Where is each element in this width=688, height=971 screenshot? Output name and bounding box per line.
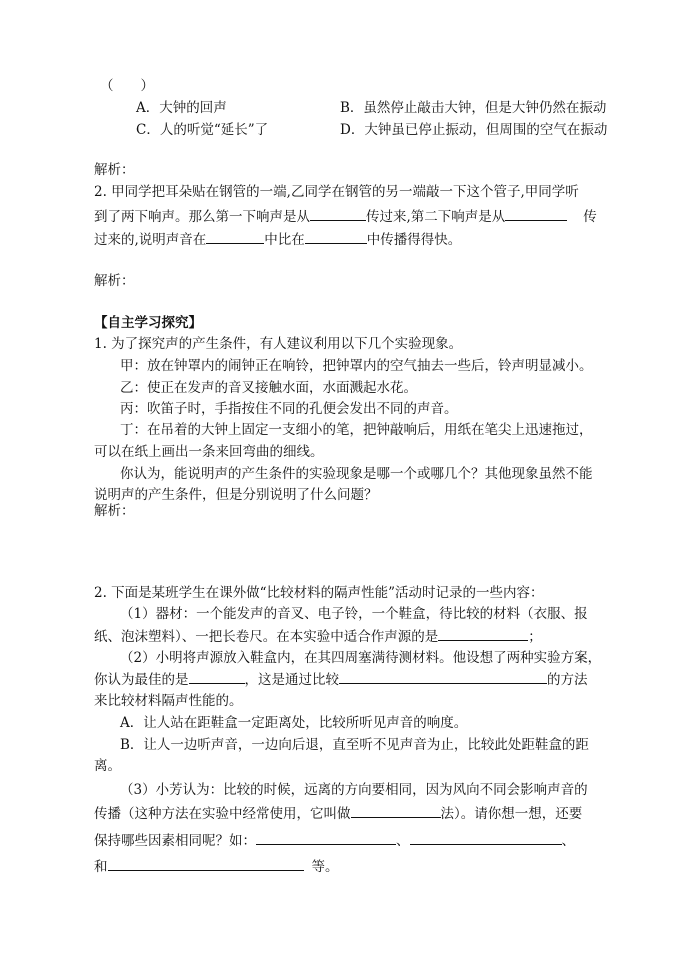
q2-text: 到了两下响声。那么第一下响声是从 xyxy=(94,209,310,225)
q2-text: 中传播得得快。 xyxy=(366,232,462,248)
q2-text: 传 xyxy=(583,209,597,225)
q2-text: 过来的,说明声音在 xyxy=(94,232,207,248)
answer-paren: （ ） xyxy=(100,78,154,94)
answer-blank[interactable] xyxy=(206,229,264,244)
part-3-line-4 xyxy=(94,856,339,877)
method-b: B．让人一边听声音，一边向后退，直至听不见声音为止，比较此处距鞋盒的距 xyxy=(120,737,589,753)
answer-blank[interactable] xyxy=(438,626,528,641)
method-a: A．让人站在距鞋盒一定距离处，比较所听见声音的响度。 xyxy=(120,715,468,731)
q4-text: 传播（这种方法在实验中经常使用，它叫做 xyxy=(94,806,351,822)
separator: 、 xyxy=(561,833,575,849)
q2-text: 中比在 xyxy=(264,232,305,248)
analysis-label: 解析： xyxy=(94,273,135,289)
phenomenon-yi: 乙：使正在发声的音叉接触水面，水面溅起水花。 xyxy=(120,380,417,396)
phenomenon-ding: 丁：在吊着的大钟上固定一支细小的笔，把钟敲响后，用纸在笔尖上迅速拖过， xyxy=(120,422,593,438)
part-1-line-1: （1）器材：一个能发声的音叉、电子铃，一个鞋盒，待比较的材料（衣服、报 xyxy=(120,606,588,622)
q4-text: 保持哪些因素相同呢？如： xyxy=(94,833,256,849)
analysis-label: 解析： xyxy=(94,503,135,519)
option-c: C．人的听觉“延长”了 xyxy=(136,122,269,138)
question-2-line-2 xyxy=(94,206,597,227)
part-2-line-2 xyxy=(94,669,588,690)
option-d: D．大钟虽已停止振动，但周围的空气在振动 xyxy=(340,122,608,138)
answer-blank[interactable] xyxy=(351,803,441,818)
part-3-line-3 xyxy=(94,830,575,851)
answer-blank[interactable] xyxy=(505,206,567,221)
answer-blank[interactable] xyxy=(339,669,547,684)
sound-insulation-intro: 2. 下面是某班学生在课外做“比较材料的隔声性能”活动时记录的一些内容： xyxy=(94,585,544,601)
explore-question: 你认为，能说明声的产生条件的实验现象是哪一个或哪几个？其他现象虽然不能 xyxy=(120,466,593,482)
part-2-line-1: （2）小明将声源放入鞋盒内，在其四周塞满待测材料。他设想了两种实验方案， xyxy=(120,650,602,666)
explore-question-cont: 说明声的产生条件，但是分别说明了什么问题？ xyxy=(94,487,378,503)
answer-blank[interactable] xyxy=(310,206,366,221)
answer-blank[interactable] xyxy=(305,229,367,244)
part-2-line-3: 来比较材料隔声性能的。 xyxy=(94,693,243,709)
answer-blank[interactable] xyxy=(256,830,396,845)
option-a: A．大钟的回声 xyxy=(136,100,227,116)
part-1-line-2 xyxy=(94,626,542,647)
q4-text: 的方法 xyxy=(547,672,588,688)
explore-q1-intro: 1. 为了探究声的产生条件，有人建议利用以下几个实验现象。 xyxy=(94,336,463,352)
part-3-line-1: （3）小芳认为：比较的时候，远离的方向要相同，因为风向不同会影响声音的 xyxy=(120,782,588,798)
question-2-line-1: 2. 甲同学把耳朵贴在钢管的一端,乙同学在钢管的另一端敲一下这个管子,甲同学听 xyxy=(94,184,579,200)
analysis-label: 解析： xyxy=(94,162,135,178)
option-b: B．虽然停止敲击大钟，但是大钟仍然在振动 xyxy=(340,100,607,116)
q4-text: 纸、泡沫塑料）、一把长卷尺。在本实验中适合作声源的是 xyxy=(94,629,439,645)
q4-text: 和 xyxy=(94,859,108,875)
answer-blank[interactable] xyxy=(410,830,562,845)
phenomenon-bing: 丙：吹笛子时，手指按住不同的孔便会发出不同的声音。 xyxy=(120,401,458,417)
phenomenon-ding-cont: 可以在纸上画出一条来回弯曲的细线。 xyxy=(94,444,324,460)
q4-text: 法）。请你想一想，还要 xyxy=(440,806,583,822)
separator: 、 xyxy=(396,833,410,849)
section-heading: 【自主学习探究】 xyxy=(94,315,202,331)
answer-blank[interactable] xyxy=(108,856,304,871)
q4-text: ，这是通过比较 xyxy=(244,672,339,688)
q4-text: 等。 xyxy=(311,859,339,875)
q4-text: ； xyxy=(528,629,542,645)
answer-blank[interactable] xyxy=(189,669,245,684)
question-2-line-3 xyxy=(94,229,461,250)
phenomenon-jia: 甲：放在钟罩内的闹钟正在响铃，把钟罩内的空气抽去一些后，铃声明显减小。 xyxy=(120,358,593,374)
part-3-line-2 xyxy=(94,803,582,824)
method-b-cont: 离。 xyxy=(94,758,121,774)
q2-text: 传过来,第二下响声是从 xyxy=(366,209,506,225)
q4-text: 你认为最佳的是 xyxy=(94,672,189,688)
